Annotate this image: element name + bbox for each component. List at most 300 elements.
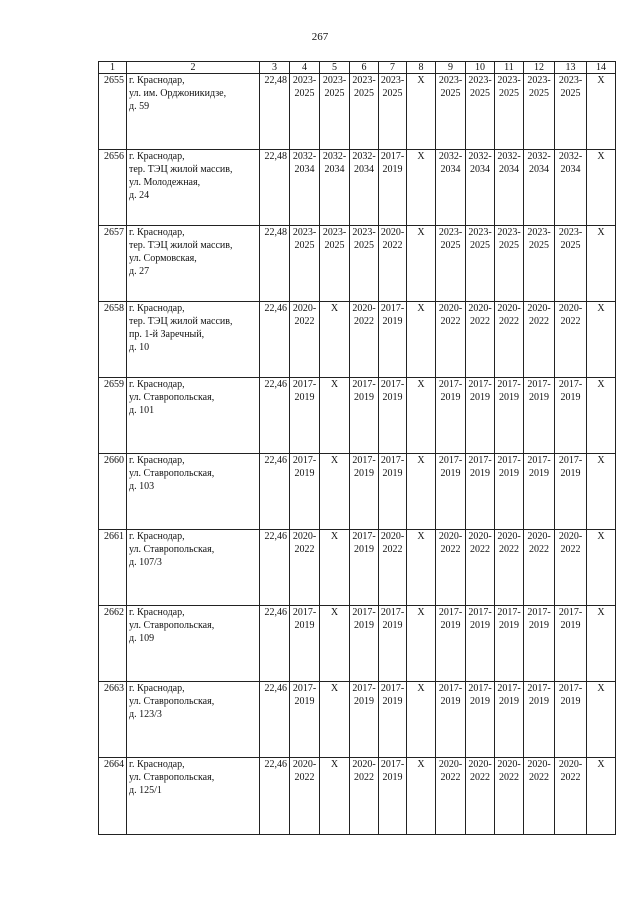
- period-text: 2019: [560, 696, 581, 707]
- period-text: 2019: [294, 696, 315, 707]
- period-text: 2017-: [527, 379, 551, 390]
- period-cell: [524, 758, 555, 835]
- table-row: [99, 682, 616, 758]
- period-text: 2019: [470, 620, 490, 631]
- period-text: 2019: [354, 544, 374, 555]
- period-cell: [495, 454, 524, 530]
- address-cell: [127, 454, 260, 530]
- period-text: 2017-: [292, 379, 317, 390]
- address-line: д. 27: [129, 266, 150, 277]
- period-text: 2019: [440, 392, 461, 403]
- period-text: 2017-: [558, 683, 583, 694]
- period-cell: [587, 378, 616, 454]
- period-cell: [290, 454, 320, 530]
- period-text: 2023-: [352, 75, 376, 86]
- period-text: 2017-: [380, 303, 405, 314]
- period-text: 2019: [440, 468, 461, 479]
- period-text: X: [330, 303, 339, 314]
- address-line: ул. Ставропольская,: [129, 772, 215, 783]
- period-text: 2034: [294, 164, 315, 175]
- period-cell: [350, 454, 379, 530]
- period-text: 2017-: [438, 379, 463, 390]
- period-text: 2034: [560, 164, 581, 175]
- period-cell: [379, 74, 407, 150]
- period-text: 2017-: [497, 607, 521, 618]
- period-text: 2025: [354, 240, 374, 251]
- period-text: 2023-: [527, 75, 551, 86]
- address-line: г. Краснодар,: [129, 303, 185, 314]
- period-text: 2017-: [438, 455, 463, 466]
- period-cell: [436, 226, 466, 302]
- period-text: 2020-: [468, 759, 492, 770]
- address-line: г. Краснодар,: [129, 151, 185, 162]
- period-text: 2019: [294, 468, 315, 479]
- address-line: ул. Ставропольская,: [129, 392, 215, 403]
- period-text: 2019: [382, 164, 403, 175]
- period-text: 2032-: [352, 151, 376, 162]
- page-number: 267: [311, 31, 329, 43]
- period-text: 2020-: [527, 303, 551, 314]
- period-cell: [466, 530, 495, 606]
- period-text: 2019: [470, 392, 490, 403]
- period-text: 2020-: [292, 759, 317, 770]
- period-cell: [587, 530, 616, 606]
- period-cell: [466, 378, 495, 454]
- period-cell: [350, 530, 379, 606]
- period-text: 2023-: [527, 227, 551, 238]
- period-cell: [495, 302, 524, 378]
- period-text: X: [417, 303, 425, 314]
- address-line: ул. Сормовская,: [129, 253, 197, 264]
- period-text: X: [417, 379, 425, 390]
- value-cell: 22,48: [260, 226, 290, 302]
- period-cell: [320, 682, 350, 758]
- address-line: тер. ТЭЦ жилой массив,: [129, 240, 233, 251]
- period-text: X: [417, 759, 425, 770]
- period-cell: [524, 378, 555, 454]
- period-cell: [290, 758, 320, 835]
- period-cell: [466, 150, 495, 226]
- period-text: 2019: [560, 392, 581, 403]
- period-cell: [379, 302, 407, 378]
- period-cell: [555, 454, 587, 530]
- period-text: X: [417, 531, 425, 542]
- period-text: 2017-: [497, 455, 521, 466]
- period-cell: [407, 378, 436, 454]
- table-row: [99, 758, 616, 835]
- period-text: 2023-: [558, 75, 583, 86]
- address-line: д. 107/3: [129, 557, 162, 568]
- period-cell: [587, 150, 616, 226]
- period-text: X: [597, 75, 605, 86]
- address-line: д. 59: [129, 101, 150, 112]
- period-cell: [379, 758, 407, 835]
- period-text: 2023-: [468, 227, 492, 238]
- period-text: 2022: [499, 316, 519, 327]
- row-number: 2662: [99, 606, 127, 682]
- period-text: 2022: [382, 240, 403, 251]
- period-cell: [436, 758, 466, 835]
- address-line: д. 10: [129, 342, 150, 353]
- period-cell: [466, 606, 495, 682]
- period-cell: [290, 606, 320, 682]
- period-text: 2019: [382, 468, 403, 479]
- period-text: 2017-: [527, 683, 551, 694]
- period-text: 2023-: [497, 75, 521, 86]
- period-text: 2032-: [322, 151, 347, 162]
- period-text: 2019: [354, 620, 374, 631]
- period-text: 2022: [529, 544, 549, 555]
- period-text: 2019: [499, 620, 519, 631]
- period-cell: [320, 150, 350, 226]
- period-cell: [436, 682, 466, 758]
- address-line: ул. Ставропольская,: [129, 620, 215, 631]
- address-line: д. 103: [129, 481, 155, 492]
- period-cell: [290, 530, 320, 606]
- period-text: 2019: [294, 620, 315, 631]
- value-cell: 22,46: [260, 682, 290, 758]
- period-cell: [495, 378, 524, 454]
- period-text: 2034: [499, 164, 519, 175]
- period-text: 2023-: [322, 75, 347, 86]
- address-line: ул. Ставропольская,: [129, 696, 215, 707]
- address-line: д. 109: [129, 633, 155, 644]
- period-text: 2019: [529, 696, 549, 707]
- address-cell: [127, 150, 260, 226]
- period-text: X: [417, 455, 425, 466]
- period-cell: [320, 302, 350, 378]
- period-text: 2019: [382, 620, 403, 631]
- period-text: X: [417, 683, 425, 694]
- period-text: 2019: [529, 620, 549, 631]
- period-cell: [495, 606, 524, 682]
- row-number: 2657: [99, 226, 127, 302]
- period-text: 2019: [354, 696, 374, 707]
- period-text: 2019: [440, 620, 461, 631]
- period-cell: [290, 74, 320, 150]
- value-cell: 22,46: [260, 758, 290, 835]
- period-cell: [350, 758, 379, 835]
- period-text: X: [330, 531, 339, 542]
- address-line: ул. Ставропольская,: [129, 544, 215, 555]
- period-cell: [407, 454, 436, 530]
- header-cell: 3: [260, 62, 290, 74]
- period-text: X: [597, 683, 605, 694]
- address-cell: [127, 606, 260, 682]
- period-cell: [555, 226, 587, 302]
- schedule-table: [98, 61, 616, 835]
- header-cell: 8: [407, 62, 436, 74]
- period-cell: [555, 530, 587, 606]
- address-cell: [127, 378, 260, 454]
- period-text: 2023-: [468, 75, 492, 86]
- period-cell: [320, 454, 350, 530]
- period-text: 2017-: [497, 379, 521, 390]
- period-text: 2025: [440, 88, 461, 99]
- period-cell: [320, 606, 350, 682]
- value-cell: 22,48: [260, 150, 290, 226]
- table-body: [99, 74, 616, 835]
- address-line: г. Краснодар,: [129, 227, 185, 238]
- period-text: 2019: [382, 772, 403, 783]
- period-text: 2017-: [468, 683, 492, 694]
- period-cell: [466, 682, 495, 758]
- period-text: 2032-: [558, 151, 583, 162]
- period-cell: [290, 682, 320, 758]
- period-cell: [587, 682, 616, 758]
- period-text: 2017-: [468, 455, 492, 466]
- header-cell: 4: [290, 62, 320, 74]
- period-text: 2025: [529, 88, 549, 99]
- period-cell: [555, 150, 587, 226]
- period-text: 2023-: [352, 227, 376, 238]
- period-text: X: [330, 379, 339, 390]
- period-cell: [524, 74, 555, 150]
- row-number: 2661: [99, 530, 127, 606]
- header-cell: 2: [127, 62, 260, 74]
- period-text: X: [417, 227, 425, 238]
- row-number: 2660: [99, 454, 127, 530]
- value-cell: 22,46: [260, 302, 290, 378]
- period-text: 2022: [440, 316, 461, 327]
- table-row: [99, 530, 616, 606]
- period-text: 2022: [440, 544, 461, 555]
- address-line: г. Краснодар,: [129, 607, 185, 618]
- header-cell: 1: [99, 62, 127, 74]
- period-cell: [495, 530, 524, 606]
- period-text: 2025: [560, 240, 581, 251]
- period-cell: [379, 226, 407, 302]
- period-text: 2019: [354, 468, 374, 479]
- period-text: 2022: [560, 544, 581, 555]
- period-text: 2025: [324, 240, 345, 251]
- period-text: 2020-: [292, 303, 317, 314]
- table-row: [99, 606, 616, 682]
- period-text: 2017-: [292, 683, 317, 694]
- period-text: 2019: [440, 696, 461, 707]
- period-cell: [524, 682, 555, 758]
- period-cell: [320, 226, 350, 302]
- period-text: 2020-: [380, 531, 405, 542]
- period-cell: [407, 758, 436, 835]
- table-row: [99, 302, 616, 378]
- address-line: г. Краснодар,: [129, 379, 185, 390]
- period-cell: [350, 150, 379, 226]
- period-text: 2019: [560, 468, 581, 479]
- period-cell: [290, 150, 320, 226]
- period-text: 2020-: [468, 531, 492, 542]
- period-text: 2020-: [438, 759, 463, 770]
- period-text: 2017-: [438, 683, 463, 694]
- period-text: 2023-: [380, 75, 405, 86]
- period-text: 2034: [440, 164, 461, 175]
- period-text: 2017-: [468, 607, 492, 618]
- header-cell: 13: [555, 62, 587, 74]
- period-text: 2017-: [380, 759, 405, 770]
- period-cell: [379, 378, 407, 454]
- period-text: 2019: [470, 468, 490, 479]
- table-row: [99, 150, 616, 226]
- period-text: 2019: [382, 696, 403, 707]
- period-text: 2022: [529, 772, 549, 783]
- period-text: 2017-: [468, 379, 492, 390]
- header-cell: 5: [320, 62, 350, 74]
- period-text: 2022: [560, 316, 581, 327]
- period-cell: [555, 302, 587, 378]
- period-text: 2020-: [352, 759, 376, 770]
- period-text: 2020-: [468, 303, 492, 314]
- period-cell: [466, 758, 495, 835]
- period-text: 2023-: [292, 75, 317, 86]
- period-text: 2025: [440, 240, 461, 251]
- period-cell: [436, 302, 466, 378]
- period-cell: [407, 606, 436, 682]
- period-text: X: [417, 151, 425, 162]
- period-text: 2019: [294, 392, 315, 403]
- period-text: X: [597, 151, 605, 162]
- period-text: 2022: [382, 544, 403, 555]
- period-text: 2020-: [438, 531, 463, 542]
- address-cell: [127, 758, 260, 835]
- period-cell: [555, 606, 587, 682]
- period-text: 2020-: [527, 759, 551, 770]
- period-text: 2019: [529, 468, 549, 479]
- period-text: 2020-: [527, 531, 551, 542]
- period-text: 2022: [529, 316, 549, 327]
- period-text: 2019: [499, 468, 519, 479]
- period-text: 2017-: [438, 607, 463, 618]
- address-line: г. Краснодар,: [129, 683, 185, 694]
- header-cell: 11: [495, 62, 524, 74]
- period-text: 2017-: [527, 607, 551, 618]
- period-cell: [407, 226, 436, 302]
- period-text: 2034: [470, 164, 490, 175]
- header-cell: 7: [379, 62, 407, 74]
- period-text: 2025: [294, 240, 315, 251]
- period-text: 2019: [499, 696, 519, 707]
- table-row: [99, 378, 616, 454]
- period-text: X: [597, 607, 605, 618]
- value-cell: 22,46: [260, 378, 290, 454]
- period-cell: [466, 454, 495, 530]
- period-text: 2017-: [380, 683, 405, 694]
- period-cell: [350, 378, 379, 454]
- period-text: 2022: [354, 772, 374, 783]
- period-text: 2025: [499, 240, 519, 251]
- period-text: 2032-: [438, 151, 463, 162]
- address-cell: [127, 74, 260, 150]
- period-text: 2019: [470, 696, 490, 707]
- period-text: 2023-: [558, 227, 583, 238]
- period-cell: [495, 758, 524, 835]
- address-cell: [127, 226, 260, 302]
- address-line: г. Краснодар,: [129, 75, 185, 86]
- period-text: 2025: [324, 88, 345, 99]
- period-text: 2023-: [438, 75, 463, 86]
- period-text: 2032-: [468, 151, 492, 162]
- period-text: 2017-: [558, 607, 583, 618]
- period-cell: [379, 530, 407, 606]
- period-text: 2023-: [438, 227, 463, 238]
- period-text: 2020-: [558, 531, 583, 542]
- period-cell: [587, 606, 616, 682]
- period-text: 2032-: [292, 151, 317, 162]
- period-text: 2017-: [380, 607, 405, 618]
- row-number: 2658: [99, 302, 127, 378]
- period-text: 2020-: [497, 303, 521, 314]
- period-text: 2020-: [380, 227, 405, 238]
- period-cell: [436, 454, 466, 530]
- period-cell: [436, 74, 466, 150]
- period-cell: [436, 606, 466, 682]
- row-number: 2664: [99, 758, 127, 835]
- period-cell: [466, 302, 495, 378]
- period-text: 2017-: [380, 455, 405, 466]
- period-text: 2019: [382, 392, 403, 403]
- table-row: [99, 226, 616, 302]
- address-line: пр. 1-й Заречный,: [129, 329, 205, 340]
- period-cell: [350, 682, 379, 758]
- period-text: 2020-: [497, 531, 521, 542]
- period-cell: [524, 530, 555, 606]
- period-text: 2020-: [438, 303, 463, 314]
- period-text: X: [597, 759, 605, 770]
- period-cell: [466, 74, 495, 150]
- value-cell: 22,46: [260, 454, 290, 530]
- period-text: 2034: [529, 164, 549, 175]
- period-cell: [555, 378, 587, 454]
- period-cell: [379, 682, 407, 758]
- period-text: 2023-: [292, 227, 317, 238]
- period-text: 2017-: [292, 607, 317, 618]
- period-text: X: [597, 455, 605, 466]
- address-cell: [127, 302, 260, 378]
- period-text: 2020-: [352, 303, 376, 314]
- period-cell: [524, 226, 555, 302]
- period-text: 2017-: [558, 455, 583, 466]
- period-text: 2022: [294, 316, 315, 327]
- period-cell: [495, 74, 524, 150]
- period-text: 2019: [354, 392, 374, 403]
- address-line: тер. ТЭЦ жилой массив,: [129, 164, 233, 175]
- period-cell: [524, 606, 555, 682]
- value-cell: 22,46: [260, 606, 290, 682]
- period-text: 2025: [470, 240, 490, 251]
- period-text: 2017-: [352, 531, 376, 542]
- period-cell: [524, 302, 555, 378]
- period-cell: [379, 454, 407, 530]
- period-cell: [466, 226, 495, 302]
- period-text: 2025: [294, 88, 315, 99]
- period-text: X: [597, 303, 605, 314]
- period-text: 2020-: [558, 303, 583, 314]
- row-number: 2659: [99, 378, 127, 454]
- row-number: 2663: [99, 682, 127, 758]
- period-cell: [379, 150, 407, 226]
- period-text: 2025: [382, 88, 403, 99]
- period-text: 2022: [470, 544, 490, 555]
- period-text: X: [330, 683, 339, 694]
- period-text: 2022: [560, 772, 581, 783]
- address-line: д. 24: [129, 190, 150, 201]
- address-line: тер. ТЭЦ жилой массив,: [129, 316, 233, 327]
- period-cell: [290, 226, 320, 302]
- period-text: 2020-: [292, 531, 317, 542]
- period-text: 2032-: [497, 151, 521, 162]
- address-line: д. 101: [129, 405, 155, 416]
- address-line: д. 125/1: [129, 785, 162, 796]
- header-cell: 12: [524, 62, 555, 74]
